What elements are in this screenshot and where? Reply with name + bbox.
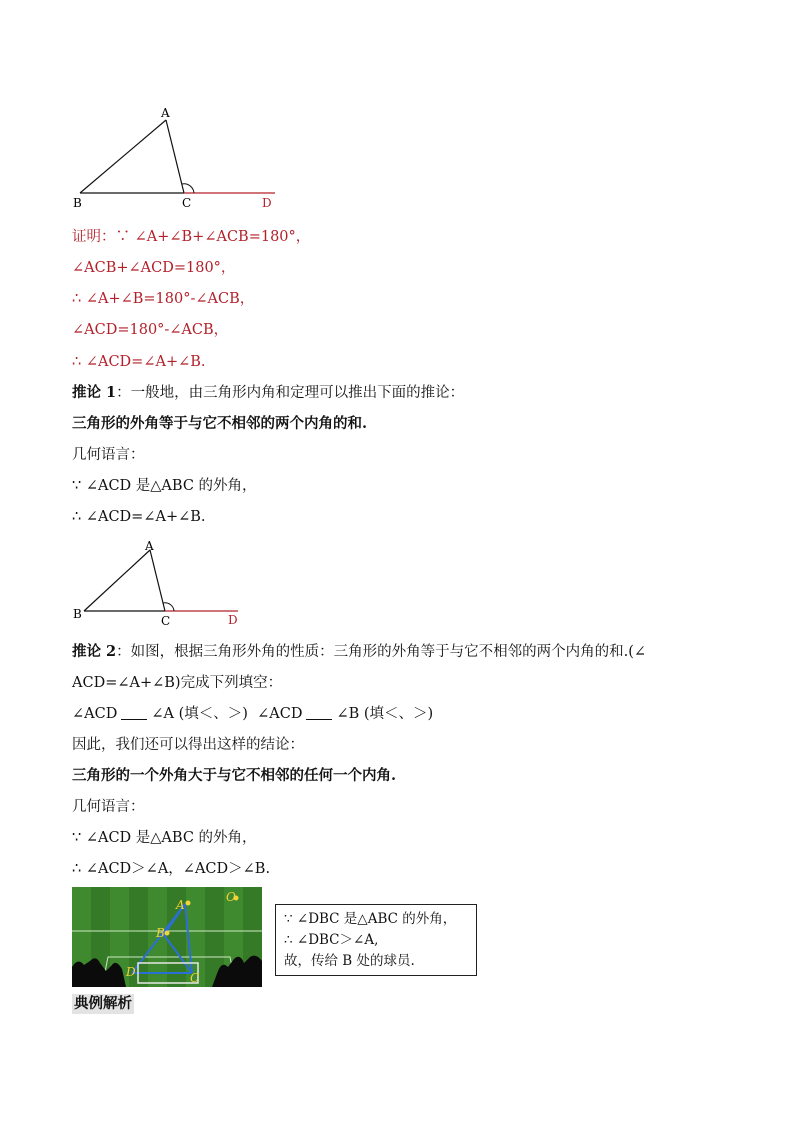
label-d: D xyxy=(228,613,238,627)
corollary-2-geo-2: ∴ ∠ACD＞∠A，∠ACD＞∠B. xyxy=(72,861,271,877)
corollary-1-geo-1: ∵ ∠ACD 是△ABC 的外角， xyxy=(72,478,257,494)
side-ba xyxy=(84,550,150,611)
explanation-line-1: ∵ ∠DBC 是△ABC 的外角， xyxy=(284,911,457,927)
label-c: C xyxy=(161,614,171,628)
soccer-field-image xyxy=(72,887,262,987)
corollary-1-statement: 三角形的外角等于与它不相邻的两个内角的和. xyxy=(72,415,368,432)
corollary-1-geo-2: ∴ ∠ACD=∠A+∠B. xyxy=(72,509,206,525)
label-a: A xyxy=(145,539,154,553)
explanation-line-2: ∴ ∠DBC＞∠A, xyxy=(284,932,379,948)
triangle-diagram-2 xyxy=(72,538,252,630)
label-b: B xyxy=(73,607,82,621)
proof-line-4: ∠ACD=180°-∠ACB， xyxy=(72,322,229,338)
proof-line-1: 证明：∵ ∠A+∠B+∠ACB=180°， xyxy=(72,229,311,245)
triangle-diagram-1 xyxy=(70,105,290,215)
field-label-c: C xyxy=(190,971,200,985)
field-label-o: O xyxy=(226,890,236,904)
corollary-2-title: 推论 2 xyxy=(72,643,117,660)
proof-line-2: ∠ACB+∠ACD=180°， xyxy=(72,260,236,276)
section-heading: 典例解析 xyxy=(74,995,132,1012)
proof-line-5: ∴ ∠ACD=∠A+∠B. xyxy=(72,354,206,370)
fill-b-left: ∠ACD xyxy=(257,706,303,722)
corollary-2-geo-label: 几何语言： xyxy=(72,799,145,815)
field-label-b: B xyxy=(156,926,165,940)
player-a xyxy=(186,901,191,906)
explanation-line-3: 故，传给 B 处的球员. xyxy=(284,953,415,969)
corollary-2-statement: 三角形的一个外角大于与它不相邻的任何一个内角. xyxy=(72,767,397,784)
fill-a-right: ∠A (填＜、＞) xyxy=(151,706,248,722)
fill-a-left: ∠ACD xyxy=(72,706,118,722)
fill-b-right: ∠B (填＜、＞) xyxy=(336,706,434,722)
fill-in-line xyxy=(72,704,433,724)
corollary-2-line-1-text: ：如图，根据三角形外角的性质：三角形的外角等于与它不相邻的两个内角的和.(∠ xyxy=(116,644,647,660)
label-a: A xyxy=(161,106,170,120)
corollary-1-title: 推论 1 xyxy=(72,384,117,401)
corollary-1-intro xyxy=(72,383,464,403)
field-label-d: D xyxy=(126,965,136,979)
field-label-a: A xyxy=(176,898,185,912)
player-b xyxy=(165,931,170,936)
explanation-box xyxy=(275,904,477,976)
corollary-1-intro-text: ：一般地，由三角形内角和定理可以推出下面的推论： xyxy=(116,385,465,401)
label-c: C xyxy=(182,196,192,210)
side-ac xyxy=(166,120,184,193)
corollary-2-line-2: ACD=∠A+∠B)完成下列填空： xyxy=(72,675,283,691)
corollary-2-line-1 xyxy=(72,642,646,662)
side-ac xyxy=(150,550,165,611)
side-ba xyxy=(80,120,166,193)
label-d: D xyxy=(262,196,272,210)
fill-b-blank[interactable] xyxy=(306,705,332,720)
proof-line-3: ∴ ∠A+∠B=180°-∠ACB， xyxy=(72,291,255,307)
corollary-1-geo-label: 几何语言： xyxy=(72,447,145,463)
corollary-2-therefore: 因此，我们还可以得出这样的结论： xyxy=(72,737,304,753)
fill-a-blank[interactable] xyxy=(121,705,147,720)
label-b: B xyxy=(73,196,82,210)
corollary-2-geo-1: ∵ ∠ACD 是△ABC 的外角， xyxy=(72,830,257,846)
